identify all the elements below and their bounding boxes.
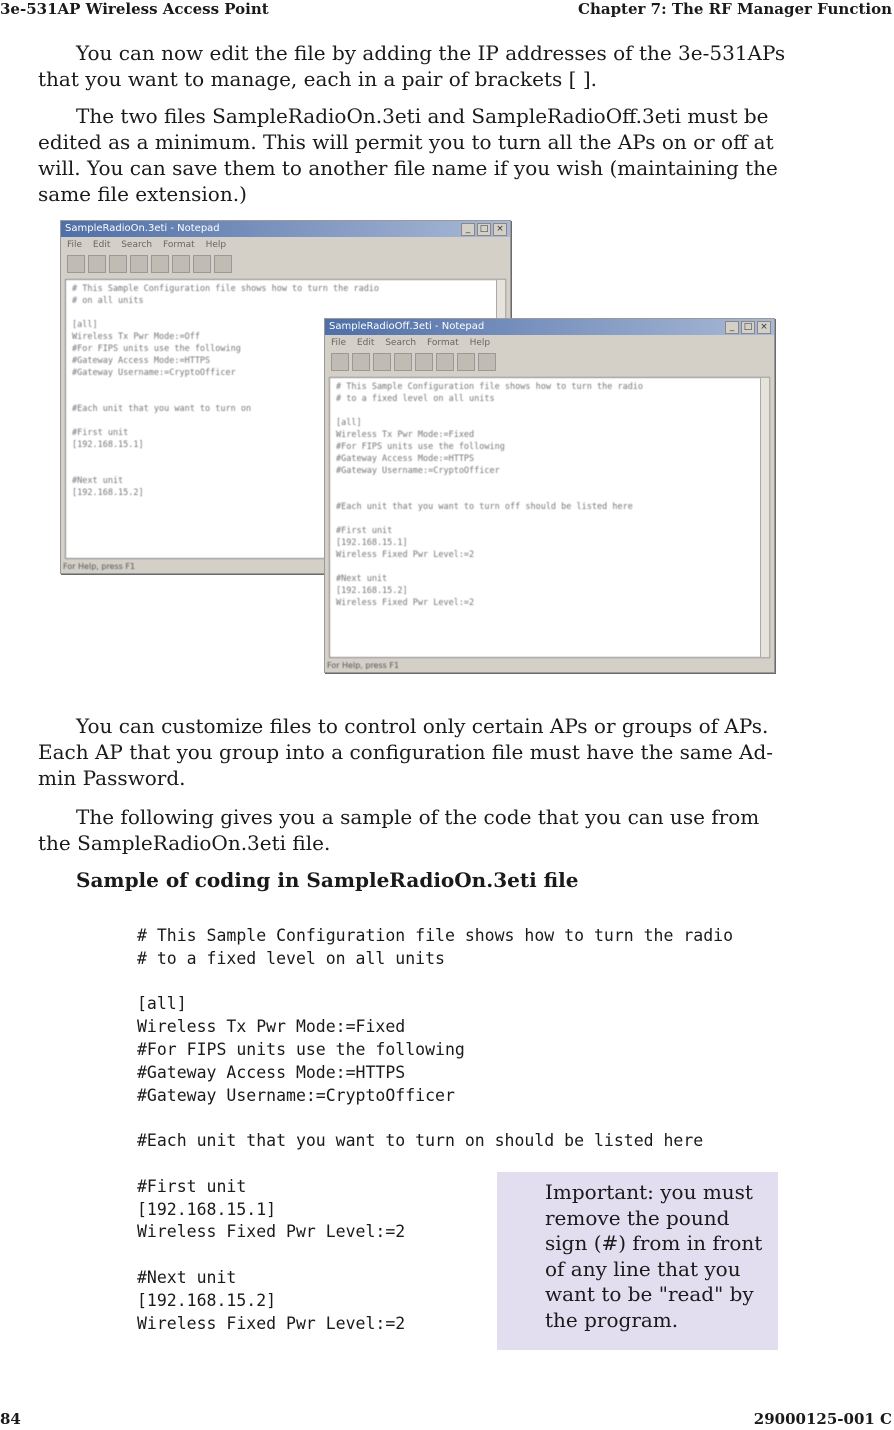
page-number: 84 [0, 1410, 21, 1428]
code-line: #Gateway Access Mode:=HTTPS [137, 1062, 406, 1082]
close-icon: × [757, 321, 771, 334]
code-line: Wireless Fixed Pwr Level:=2 [137, 1222, 406, 1242]
window-text-line: #Each unit that you want to turn off should be listed here [336, 502, 633, 512]
toolbar-icon [88, 255, 106, 273]
code-line [137, 1107, 733, 1130]
window-title-bar [325, 319, 774, 335]
window-text-line [336, 561, 763, 573]
window-text-line: Wireless Tx Pwr Mode:=Fixed [336, 430, 475, 440]
window-text-line: #Each unit that you want to turn on [72, 404, 252, 414]
window-text-line: [192.168.15.2] [336, 586, 408, 596]
maximize-icon: □ [741, 321, 755, 334]
window-title-bar [61, 221, 510, 237]
toolbar-icon [352, 353, 370, 371]
toolbar-icon [415, 353, 433, 371]
window-text-line [336, 489, 763, 501]
code-line: #Gateway Username:=CryptoOfficer [137, 1085, 455, 1105]
code-line: Wireless Tx Pwr Mode:=Fixed [137, 1017, 406, 1037]
window-text-line: # on all units [72, 296, 144, 306]
window-text-line: # This Sample Configuration file shows how to turn the radio [336, 382, 644, 392]
toolbar-icon [193, 255, 211, 273]
code-line: #First unit [137, 1176, 247, 1196]
window-text-line: [192.168.15.1] [336, 538, 408, 548]
notepad-window-radio-off [324, 318, 775, 673]
code-line: #Each unit that you want to turn on should be listed here [137, 1131, 704, 1151]
window-toolbar [61, 253, 510, 279]
code-line [137, 971, 733, 994]
toolbar-icon [436, 353, 454, 371]
window-text-line: #First unit [336, 526, 393, 536]
window-text-line: #Gateway Username:=CryptoOfficer [72, 368, 236, 378]
window-text-line [336, 477, 763, 489]
paragraph-text: You can now edit the file by adding the IP addresses of the 3e-531APs that you want to manage, each in a pair of brackets [ ]. [38, 41, 786, 91]
paragraph-text: You can customize files to control only certain APs or groups of APs. Each AP that you group into a configuration file must have the same Ad-min Password. [38, 714, 774, 790]
toolbar-icon [331, 353, 349, 371]
window-text-line: [192.168.15.1] [72, 440, 144, 450]
window-text-line: #First unit [72, 428, 129, 438]
toolbar-icon [457, 353, 475, 371]
toolbar-icon [478, 353, 496, 371]
window-title: SampleRadioOn.3eti - Notepad [65, 223, 220, 234]
toolbar-icon [67, 255, 85, 273]
window-text-line: #Gateway Access Mode:=HTTPS [336, 454, 475, 464]
running-header-left: 3e-531AP Wireless Access Point [0, 0, 269, 18]
code-line: Wireless Fixed Pwr Level:=2 [137, 1313, 406, 1333]
maximize-icon: □ [477, 223, 491, 236]
paragraph-text: The following gives you a sample of the code that you can use from the SampleRadioOn.3eti file. [38, 805, 760, 855]
vertical-scrollbar [760, 378, 769, 657]
window-text-line: Wireless Fixed Pwr Level:=2 [336, 550, 475, 560]
code-line: # This Sample Configuration file shows how to turn the radio [137, 926, 734, 945]
toolbar-icon [172, 255, 190, 273]
section-subheading: Sample of coding in SampleRadioOn.3eti file [76, 868, 579, 892]
window-text-line: #Next unit [72, 476, 124, 486]
window-text-line: #Gateway Username:=CryptoOfficer [336, 466, 500, 476]
important-note-text: Important: you must remove the pound sign (#) from in front of any line that you want to be "read" by the program. [545, 1180, 763, 1332]
code-line: [192.168.15.1] [137, 1199, 277, 1219]
window-status-bar: For Help, press F1 [63, 562, 136, 571]
close-icon: × [493, 223, 507, 236]
window-toolbar [325, 351, 774, 377]
code-line: [192.168.15.2] [137, 1290, 277, 1310]
window-text-line: # to a fixed level on all units [336, 394, 495, 404]
code-line: #For FIPS units use the following [137, 1039, 465, 1059]
paragraph-sample-files [38, 103, 788, 207]
running-header-right: Chapter 7: The RF Manager Function [578, 0, 892, 18]
window-title: SampleRadioOff.3eti - Notepad [329, 321, 485, 332]
window-text-line: # This Sample Configuration file shows how to turn the radio [72, 284, 380, 294]
paragraph-text: The two files SampleRadioOn.3eti and SampleRadioOff.3eti must be edited as a minimum. This will permit you to turn all the APs on or off at will. You can save them to another file name if you wish (maintaining the same file extension.) [38, 104, 778, 206]
window-text-line: #Next unit [336, 574, 388, 584]
window-text-line [336, 405, 763, 417]
toolbar-icon [151, 255, 169, 273]
code-line: # to a fixed level on all units [137, 948, 445, 968]
toolbar-icon [394, 353, 412, 371]
toolbar-icon [373, 353, 391, 371]
window-text-line: #For FIPS units use the following [72, 344, 241, 354]
window-text-line: Wireless Fixed Pwr Level:=2 [336, 598, 475, 608]
toolbar-icon [109, 255, 127, 273]
toolbar-icon [130, 255, 148, 273]
minimize-icon: _ [725, 321, 739, 334]
window-text-line: [192.168.15.2] [72, 488, 144, 498]
window-status-bar: For Help, press F1 [327, 661, 400, 670]
code-line: [all] [137, 994, 187, 1014]
code-line: #Next unit [137, 1267, 237, 1287]
window-text-line: [all] [336, 418, 362, 428]
document-number: 29000125-001 C [753, 1410, 892, 1428]
window-text-line: Wireless Tx Pwr Mode:=Off [72, 332, 200, 342]
window-text-area [329, 377, 770, 658]
window-menu-bar: File Edit Search Format Help [67, 240, 227, 250]
window-text-line: #Gateway Access Mode:=HTTPS [72, 356, 211, 366]
paragraph-sample-code-intro [38, 804, 788, 856]
paragraph-edit-file [38, 40, 788, 92]
window-text-line [336, 513, 763, 525]
paragraph-customize [38, 713, 788, 791]
important-note-box [497, 1172, 778, 1350]
window-text-line: #For FIPS units use the following [336, 442, 505, 452]
window-text-line: [all] [72, 320, 98, 330]
toolbar-icon [214, 255, 232, 273]
window-menu-bar: File Edit Search Format Help [331, 338, 491, 348]
minimize-icon: _ [461, 223, 475, 236]
